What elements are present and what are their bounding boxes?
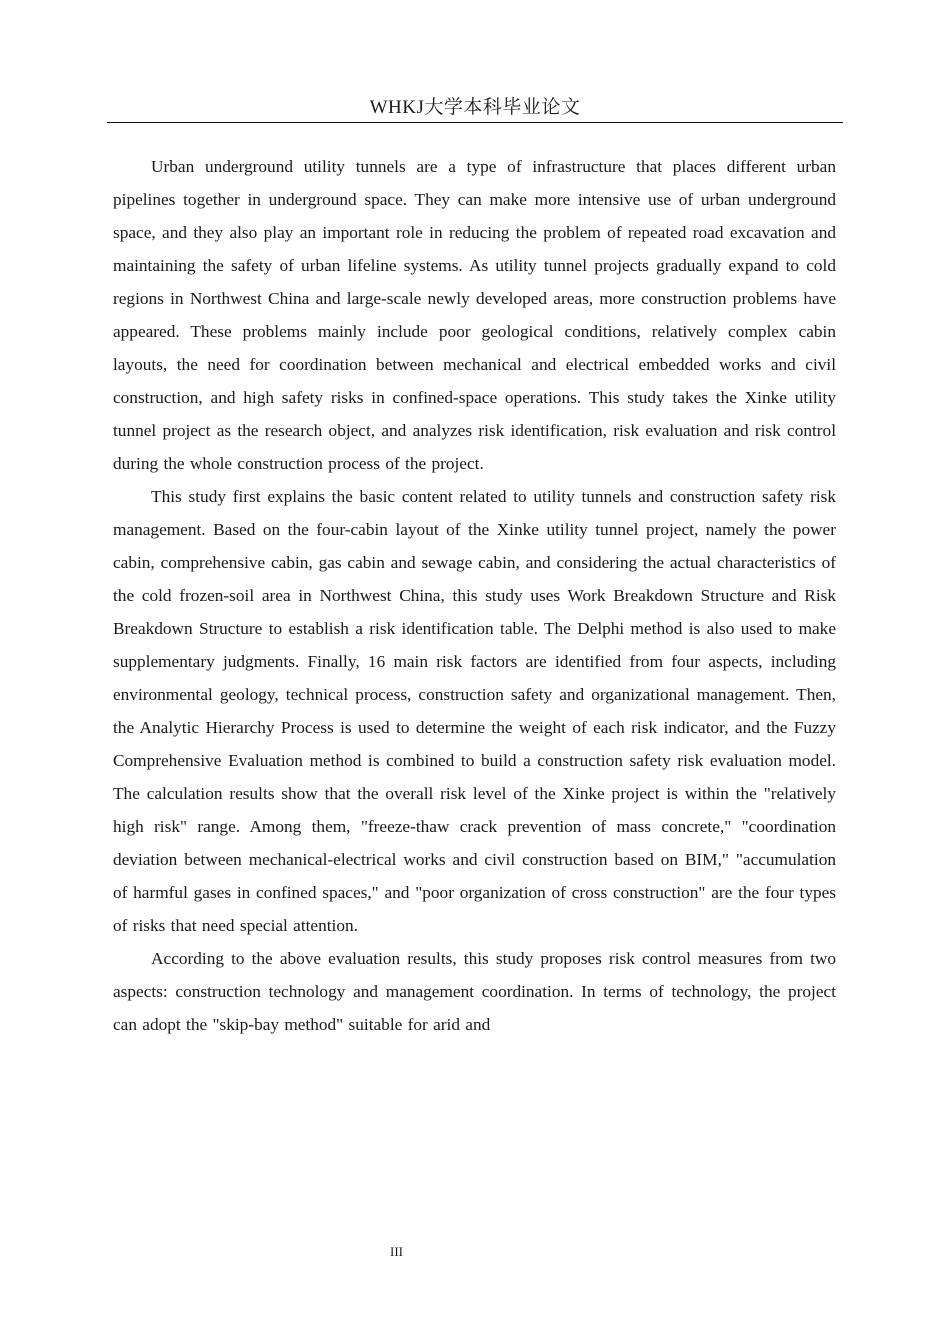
running-header: WHKJ大学本科毕业论文 — [369, 97, 581, 118]
abstract-body — [113, 150, 836, 1041]
page-number: III — [390, 1244, 403, 1259]
paragraph-1: Urban underground utility tunnels are a type of infrastructure that places different urban pipelines together in underground space. They can make more intensive use of urban underground space, and they also play an important role in reducing the problem of repeated road excavation and maintaining the safety of urban lifeline systems. As utility tunnel projects gradually expand to cold regions in Northwest China and large-scale newly developed areas, more construction problems have appeared. These problems mainly include poor geological conditions, relatively complex cabin layouts, the need for coordination between mechanical and electrical embedded works and civil construction, and high safety risks in confined-space operations. This study takes the Xinke utility tunnel project as the research object, and analyzes risk identification, risk evaluation and risk control during the whole construction process of the project. — [113, 157, 836, 473]
paragraph-3: According to the above evaluation results, this study proposes risk control measures from two aspects: construction technology and management coordination. In terms of technology, the project can adopt the "skip-bay method" suitable for arid and — [113, 949, 836, 1034]
paragraph-2: This study first explains the basic content related to utility tunnels and construction safety risk management. Based on the four-cabin layout of the Xinke utility tunnel project, namely the power cabin, comprehensive cabin, gas cabin and sewage cabin, and considering the actual characteristics of the cold frozen-soil area in Northwest China, this study uses Work Breakdown Structure and Risk Breakdown Structure to establish a risk identification table. The Delphi method is also used to make supplementary judgments. Finally, 16 main risk factors are identified from four aspects, including environmental geology, technical process, construction safety and organizational management. Then, the Analytic Hierarchy Process is used to determine the weight of each risk indicator, and the Fuzzy Comprehensive Evaluation method is combined to build a construction safety risk evaluation model. The calculation results show that the overall risk level of the Xinke project is within the "relatively high risk" range. Among them, "freeze-thaw crack prevention of mass concrete," "coordination deviation between mechanical-electrical works and civil construction based on BIM," "accumulation of harmful gases in confined spaces," and "poor organization of cross construction" are the four types of risks that need special attention. — [113, 487, 836, 935]
header-divider — [107, 122, 843, 123]
